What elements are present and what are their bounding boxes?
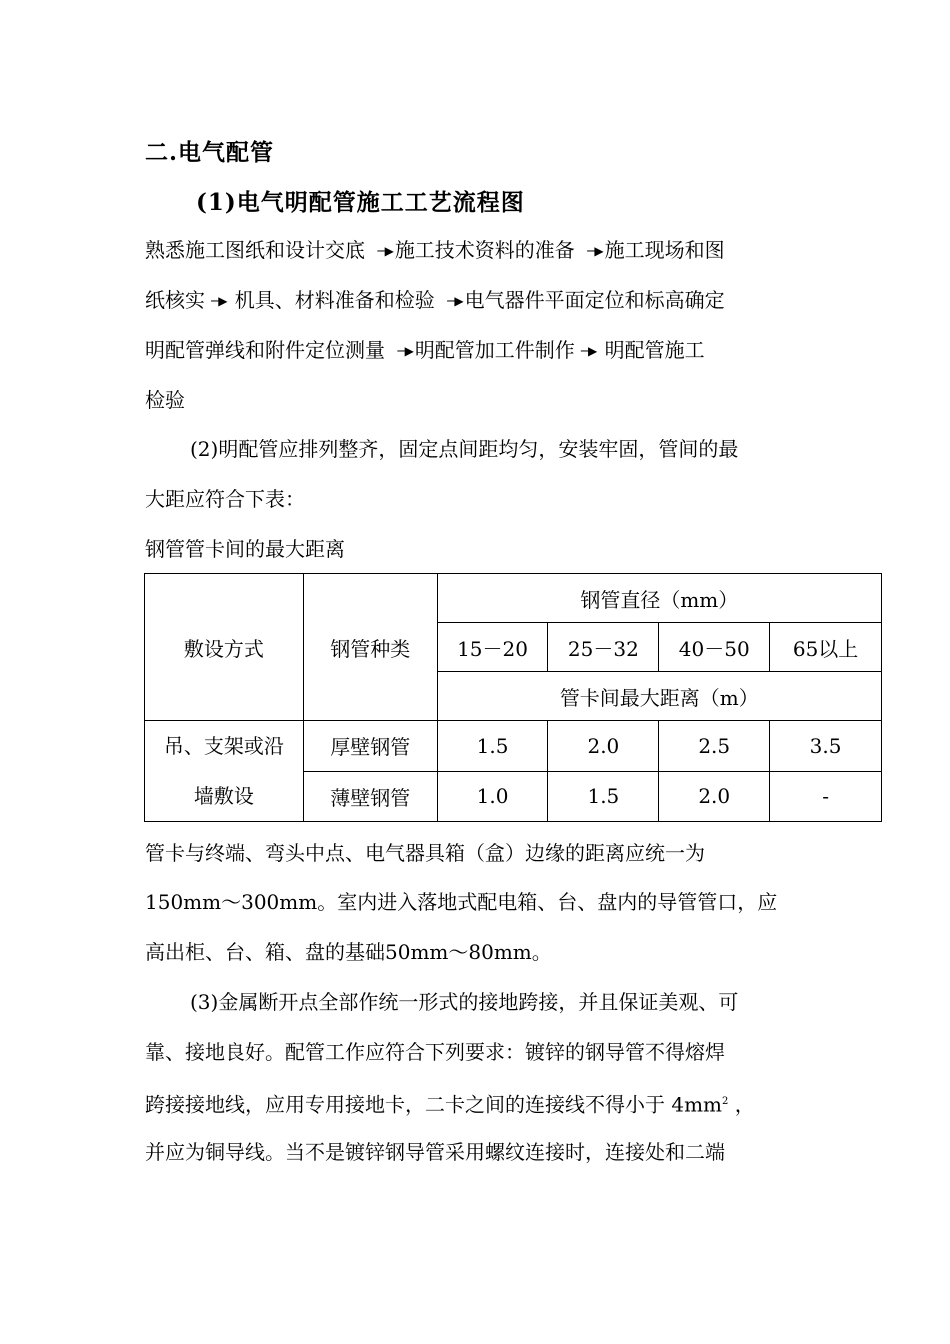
- header-method: 敷设方式: [145, 574, 304, 721]
- paragraph-3-line-2: 靠、接地良好。配管工作应符合下列要求：镀锌的钢导管不得熔焊: [145, 1040, 725, 1064]
- arrow-right-icon: ─▶: [580, 344, 598, 358]
- value-cell: 1.5: [548, 771, 659, 822]
- spacing-table: [144, 573, 882, 822]
- method-cell: [145, 721, 304, 822]
- type-cell: 薄壁钢管: [303, 771, 437, 822]
- flow-line-3: [145, 335, 705, 366]
- value-cell: 1.0: [437, 771, 548, 822]
- flow-step: 纸核实: [145, 288, 205, 312]
- method-line-1: 吊、支架或沿: [163, 734, 284, 758]
- flow-line-1: [145, 235, 725, 266]
- table-row: [145, 721, 882, 772]
- arrow-right-icon: ─▶: [377, 244, 394, 258]
- superscript: 2: [722, 1096, 729, 1107]
- flow-step: 电气器件平面定位和标高确定: [464, 288, 725, 312]
- type-cell: 厚壁钢管: [303, 721, 437, 772]
- arrow-right-icon: ─▶: [587, 244, 604, 258]
- flow-step: 明配管施工: [598, 338, 705, 362]
- paragraph-2-line-1: (2)明配管应排列整齐，固定点间距均匀，安装牢固，管间的最: [190, 437, 739, 461]
- subsection-heading: (1)电气明配管施工工艺流程图: [196, 189, 525, 216]
- flow-step: 明配管加工件制作: [414, 338, 575, 362]
- value-cell: 2.0: [548, 721, 659, 772]
- note-line-1: 管卡与终端、弯头中点、电气器具箱（盒）边缘的距离应统一为: [145, 841, 705, 865]
- header-diameter: 钢管直径（mm）: [437, 574, 881, 623]
- flow-line-2: [145, 285, 725, 316]
- flow-line-4: 检验: [145, 388, 185, 412]
- flow-step: 施工现场和图: [604, 238, 725, 262]
- text-segment: ，: [728, 1092, 755, 1117]
- flow-step: 熟悉施工图纸和设计交底: [145, 238, 372, 262]
- value-cell: -: [770, 771, 882, 822]
- text-segment: 跨接接地线，应用专用接地卡，二卡之间的连接线不得小于 4mm: [145, 1092, 723, 1117]
- flow-step: 机具、材料准备和检验: [228, 288, 442, 312]
- section-heading: 二.电气配管: [145, 139, 275, 166]
- flow-step: 明配管弹线和附件定位测量: [145, 338, 392, 362]
- size-cell: 15－20: [437, 623, 548, 672]
- note-line-2: 150mm～300mm。室内进入落地式配电箱、台、盘内的导管管口，应: [145, 890, 778, 914]
- value-cell: 2.0: [659, 771, 770, 822]
- arrow-right-icon: ─▶: [211, 294, 228, 308]
- header-type: 钢管种类: [303, 574, 437, 721]
- paragraph-3-line-1: (3)金属断开点全部作统一形式的接地跨接，并且保证美观、可: [190, 990, 739, 1014]
- method-line-2: 墙敷设: [193, 784, 254, 808]
- size-cell: 40－50: [659, 623, 770, 672]
- paragraph-2-line-2: 大距应符合下表：: [145, 487, 305, 511]
- size-cell: 65以上: [770, 623, 882, 672]
- flow-step: 施工技术资料的准备: [394, 238, 582, 262]
- paragraph-3-line-3: [145, 1087, 755, 1120]
- value-cell: 3.5: [770, 721, 882, 772]
- header-distance: 管卡间最大距离（m）: [437, 672, 881, 721]
- value-cell: 1.5: [437, 721, 548, 772]
- arrow-right-icon: ─▶: [447, 294, 464, 308]
- table-caption: 钢管管卡间的最大距离: [145, 537, 345, 561]
- size-cell: 25－32: [548, 623, 659, 672]
- paragraph-3-line-4: 并应为铜导线。当不是镀锌钢导管采用螺纹连接时，连接处和二端: [145, 1140, 725, 1164]
- value-cell: 2.5: [659, 721, 770, 772]
- arrow-right-icon: ─▶: [397, 344, 414, 358]
- note-line-3: 高出柜、台、箱、盘的基础50mm～80mm。: [145, 940, 552, 964]
